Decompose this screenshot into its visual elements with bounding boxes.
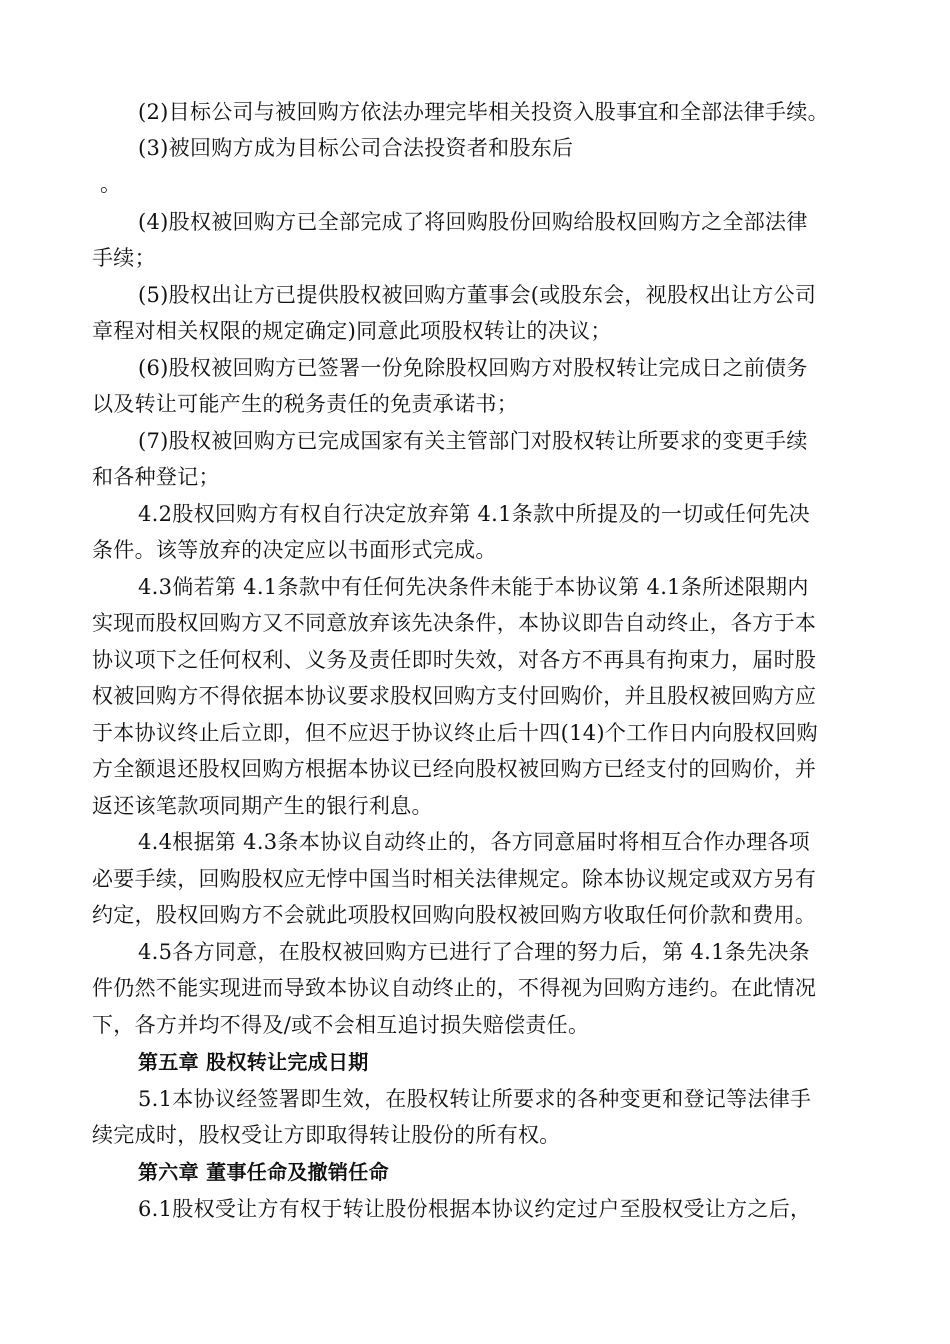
paragraph-line: 4.2股权回购方有权自行决定放弃第 4.1条款中所提及的一切或任何先决 [138,502,810,526]
chapter-heading: 第五章 股权转让完成日期 [138,1050,369,1074]
paragraph-line: 下，各方并均不得及/或不会相互追讨损失赔偿责任。 [92,1013,590,1037]
paragraph-line: 返还该笔款项同期产生的银行利息。 [92,794,433,818]
paragraph-line: 于本协议终止后立即，但不应迟于协议终止后十四(14)个工作日内向股权回购 [92,721,818,745]
paragraph-line: 章程对相关权限的规定确定)同意此项股权转让的决议； [92,319,612,343]
paragraph-line: 约定，股权回购方不会就此项股权回购向股权被回购方收取任何价款和费用。 [92,903,817,927]
chapter-heading: 第六章 董事任命及撤销任命 [138,1160,389,1184]
paragraph-line: 4.5各方同意，在股权被回购方已进行了合理的努力后，第 4.1条先决条 [138,940,810,964]
paragraph-line: (7)股权被回购方已完成国家有关主管部门对股权转让所要求的变更手续 [138,429,808,453]
paragraph-line: 件仍然不能实现进而导致本协议自动终止的，不得视为回购方违约。在此情况 [92,976,817,1000]
paragraph-line: 4.3倘若第 4.1条款中有任何先决条件未能于本协议第 4.1条所述限期内 [138,575,809,599]
paragraph-line: 5.1本协议经签署即生效，在股权转让所要求的各种变更和登记等法律手 [138,1087,812,1111]
paragraph-line: 条件。该等放弃的决定应以书面形式完成。 [92,538,497,562]
paragraph-line: (5)股权出让方已提供股权被回购方董事会(或股东会，视股权出让方公司 [138,283,817,307]
paragraph-line: 必要手续，回购股权应无悖中国当时相关法律规定。除本协议规定或双方另有 [92,867,817,891]
paragraph-line: 权被回购方不得依据本协议要求股权回购方支付回购价，并且股权被回购方应 [92,684,817,708]
paragraph-line: 方全额退还股权回购方根据本协议已经向股权被回购方已经支付的回购价，并 [92,757,817,781]
paragraph-line: (2)目标公司与被回购方依法办理完毕相关投资入股事宜和全部法律手续。 [138,100,829,124]
paragraph-line: (4)股权被回购方已全部完成了将回购股份回购给股权回购方之全部法律 [138,210,808,234]
paragraph-line: 。 [100,172,122,196]
paragraph-line: 以及转让可能产生的税务责任的免责承诺书； [92,392,518,416]
paragraph-line: 手续； [92,246,156,270]
paragraph-line: 实现而股权回购方又不同意放弃该先决条件，本协议即告自动终止，各方于本 [92,611,817,635]
paragraph-line: 4.4根据第 4.3条本协议自动终止的，各方同意届时将相互合作办理各项 [138,830,810,854]
paragraph-line: 协议项下之任何权利、义务及责任即时失效，对各方不再具有拘束力，届时股 [92,648,817,672]
paragraph-line: 续完成时，股权受让方即取得转让股份的所有权。 [92,1123,561,1147]
paragraph-line: (3)被回购方成为目标公司合法投资者和股东后 [138,136,574,160]
paragraph-line: 和各种登记； [92,465,220,489]
paragraph-line: 6.1股权受让方有权于转让股份根据本协议约定过户至股权受让方之后， [138,1197,812,1221]
paragraph-line: (6)股权被回购方已签署一份免除股权回购方对股权转让完成日之前债务 [138,356,808,380]
